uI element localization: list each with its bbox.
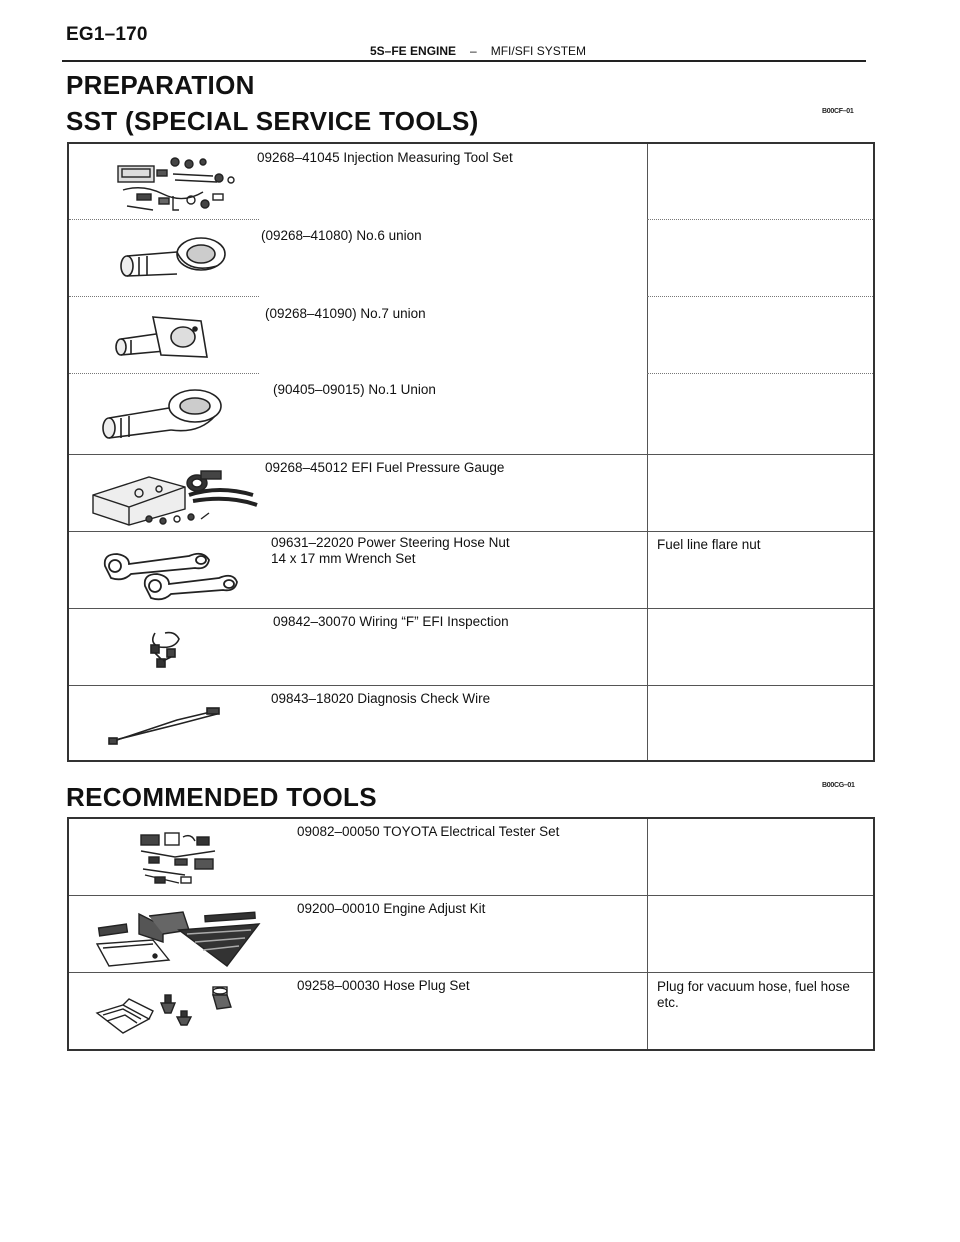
sst-title: SST (SPECIAL SERVICE TOOLS) xyxy=(66,106,479,136)
table-row xyxy=(69,297,873,374)
check-wire-illustration xyxy=(107,698,227,748)
wrench-set-illustration xyxy=(99,542,239,602)
tool-label-line1: 09631–22020 Power Steering Hose Nut xyxy=(271,535,510,550)
table-row xyxy=(69,895,873,973)
header-separator: – xyxy=(470,44,477,58)
wiring-f-illustration xyxy=(145,623,195,673)
page-number: EG1–170 xyxy=(66,24,148,45)
system-name: MFI/SFI SYSTEM xyxy=(490,44,587,58)
table-row xyxy=(69,608,873,686)
union-no1-illustration xyxy=(99,386,229,446)
table-row xyxy=(69,220,873,297)
tool-label: 09200–00010 Engine Adjust Kit xyxy=(297,901,486,916)
tool-label: 09268–41045 Injection Measuring Tool Set xyxy=(257,150,513,165)
table-row xyxy=(69,972,873,1050)
table-row xyxy=(69,454,873,532)
tool-label: 09082–00050 TOYOTA Electrical Tester Set xyxy=(297,824,560,839)
tool-note-line2: etc. xyxy=(657,995,679,1010)
fuel-pressure-gauge-illustration xyxy=(89,465,259,527)
header-rule xyxy=(62,60,866,62)
injection-tool-set-illustration xyxy=(113,154,243,214)
tool-label: 09843–18020 Diagnosis Check Wire xyxy=(271,691,491,706)
tool-note-line1: Plug for vacuum hose, fuel hose xyxy=(657,979,850,994)
table-row xyxy=(69,685,873,761)
tool-label: (09268–41080) No.6 union xyxy=(261,228,422,243)
electrical-tester-illustration xyxy=(135,829,245,889)
engine-adjust-kit-illustration xyxy=(93,904,273,970)
recommended-code-mark: B00CG–01 xyxy=(822,782,855,789)
tool-note xyxy=(657,979,850,1011)
tool-label xyxy=(271,535,510,567)
tool-note: Fuel line flare nut xyxy=(657,537,761,552)
table-row xyxy=(69,819,873,895)
running-header xyxy=(370,44,586,58)
tool-label: (90405–09015) No.1 Union xyxy=(273,382,436,397)
tool-label: 09842–30070 Wiring “F” EFI Inspection xyxy=(273,614,509,629)
recommended-table xyxy=(67,817,875,1051)
sst-table xyxy=(67,142,875,762)
tool-label-line2: 14 x 17 mm Wrench Set xyxy=(271,551,416,566)
table-row xyxy=(69,374,873,454)
union-no6-illustration xyxy=(117,236,237,286)
recommended-title: RECOMMENDED TOOLS xyxy=(66,782,377,812)
table-row xyxy=(69,531,873,609)
tool-label: 09258–00030 Hose Plug Set xyxy=(297,978,470,993)
engine-name: 5S–FE ENGINE xyxy=(370,44,457,58)
sst-code-mark: B00CF–01 xyxy=(822,108,854,115)
preparation-title: PREPARATION xyxy=(66,70,255,100)
union-no7-illustration xyxy=(113,307,213,367)
hose-plug-set-illustration xyxy=(93,983,253,1043)
tool-label: (09268–41090) No.7 union xyxy=(265,306,426,321)
tool-label: 09268–45012 EFI Fuel Pressure Gauge xyxy=(265,460,505,475)
table-row xyxy=(69,144,873,220)
